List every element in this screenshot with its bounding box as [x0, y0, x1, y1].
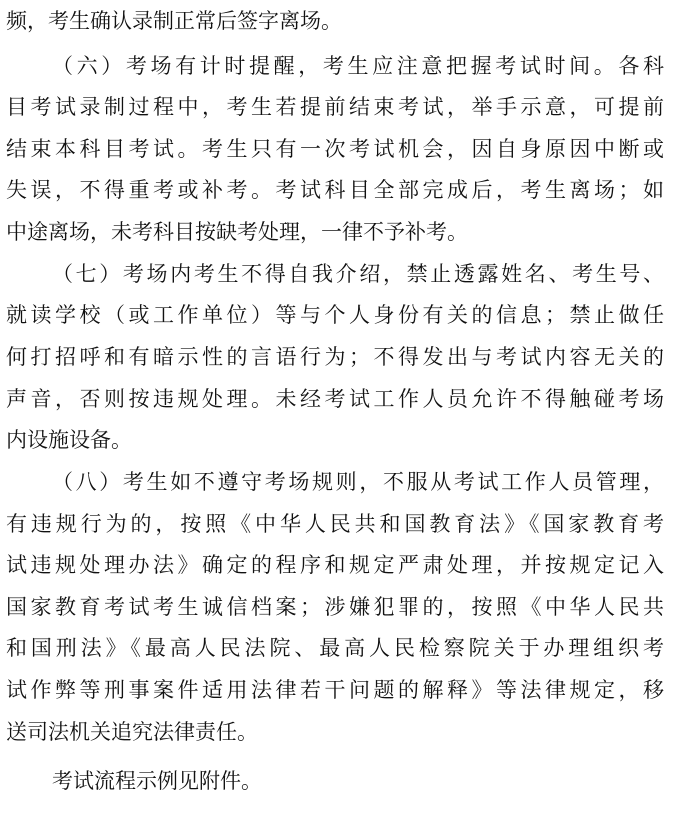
- text-line: 中途离场，未考科目按缺考处理，一律不予补考。: [6, 220, 468, 244]
- text-line: 内设施设备。: [6, 428, 132, 452]
- text-line: 试违规处理办法》确定的程序和规定严肃处理，并按规定记入: [6, 553, 664, 577]
- text-line: 频，考生确认录制正常后签字离场。: [6, 9, 342, 33]
- text-line: 何打招呼和有暗示性的言语行为；不得发出与考试内容无关的: [6, 345, 664, 369]
- text-line: 就读学校（或工作单位）等与个人身份有关的信息；禁止做任: [6, 303, 664, 327]
- text-line: 失误，不得重考或补考。考试科目全部完成后，考生离场；如: [6, 178, 664, 202]
- text-line: 目考试录制过程中，考生若提前结束考试，举手示意，可提前: [6, 95, 664, 119]
- text-line: 试作弊等刑事案件适用法律若干问题的解释》等法律规定，移: [6, 678, 664, 702]
- paragraph-7-line: （七）考场内考生不得自我介绍，禁止透露姓名、考生号、: [52, 262, 664, 286]
- text-line: 声音，否则按违规处理。未经考试工作人员允许不得触碰考场: [6, 387, 664, 411]
- text-line: 送司法机关追究法律责任。: [6, 720, 258, 744]
- paragraph-8-line: （八）考生如不遵守考场规则，不服从考试工作人员管理，: [52, 470, 664, 494]
- text-line: 结束本科目考试。考生只有一次考试机会，因自身原因中断或: [6, 137, 664, 161]
- text-line: 国家教育考试考生诚信档案；涉嫌犯罪的，按照《中华人民共: [6, 595, 664, 619]
- paragraph-6-line: （六）考场有计时提醒，考生应注意把握考试时间。各科: [52, 54, 664, 78]
- text-line: 和国刑法》《最高人民法院、最高人民检察院关于办理组织考: [6, 636, 664, 660]
- text-line: 有违规行为的，按照《中华人民共和国教育法》《国家教育考: [6, 512, 664, 536]
- appendix-note: 考试流程示例见附件。: [52, 769, 262, 793]
